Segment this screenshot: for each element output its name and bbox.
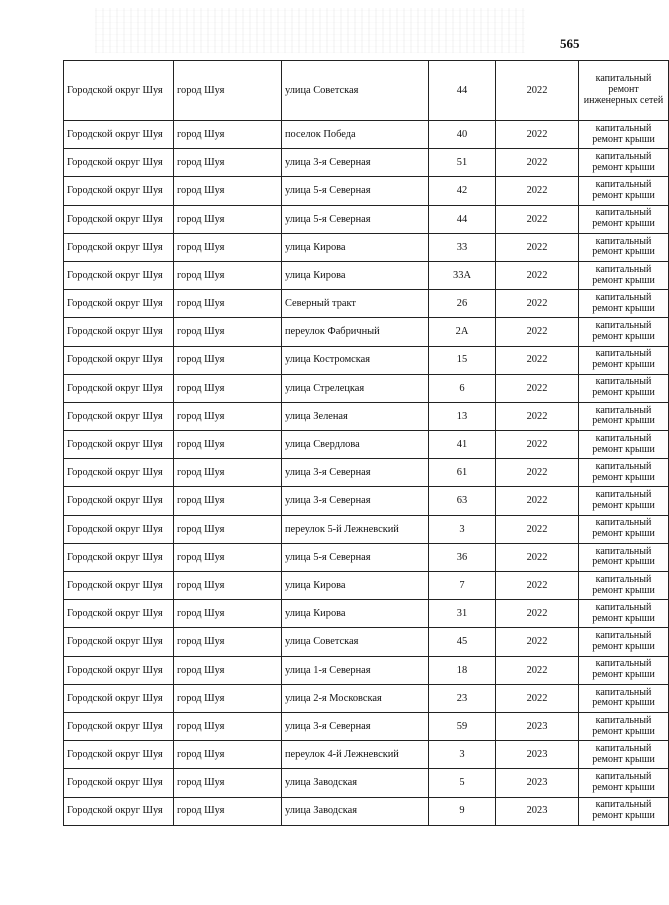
table-row bbox=[64, 459, 669, 487]
cell-year: 2022 bbox=[496, 515, 579, 543]
cell-district: Городской округ Шуя bbox=[64, 290, 174, 318]
cell-year: 2022 bbox=[496, 684, 579, 712]
cell-house-number: 61 bbox=[429, 459, 496, 487]
cell-city: город Шуя bbox=[174, 769, 282, 797]
table-row bbox=[64, 600, 669, 628]
table-row bbox=[64, 261, 669, 289]
cell-city: город Шуя bbox=[174, 177, 282, 205]
cell-district: Городской округ Шуя bbox=[64, 402, 174, 430]
cell-street: улица Костромская bbox=[282, 346, 429, 374]
cell-year: 2022 bbox=[496, 628, 579, 656]
cell-street: улица 2-я Московская bbox=[282, 684, 429, 712]
cell-city: город Шуя bbox=[174, 656, 282, 684]
cell-year: 2023 bbox=[496, 797, 579, 825]
table-row bbox=[64, 431, 669, 459]
cell-work-type: капитальный ремонт крыши bbox=[579, 515, 669, 543]
cell-work-type: капитальный ремонт крыши bbox=[579, 261, 669, 289]
cell-street: улица 3-я Северная bbox=[282, 149, 429, 177]
cell-house-number: 3 bbox=[429, 515, 496, 543]
cell-district: Городской округ Шуя bbox=[64, 684, 174, 712]
cell-year: 2023 bbox=[496, 741, 579, 769]
cell-year: 2022 bbox=[496, 233, 579, 261]
table-row bbox=[64, 374, 669, 402]
cell-street: улица Кирова bbox=[282, 572, 429, 600]
cell-work-type: капитальный ремонт крыши bbox=[579, 346, 669, 374]
cell-year: 2022 bbox=[496, 402, 579, 430]
table-row bbox=[64, 177, 669, 205]
cell-year: 2022 bbox=[496, 205, 579, 233]
cell-year: 2022 bbox=[496, 431, 579, 459]
cell-year: 2022 bbox=[496, 656, 579, 684]
table-row bbox=[64, 346, 669, 374]
scan-artifact bbox=[95, 8, 525, 53]
cell-house-number: 42 bbox=[429, 177, 496, 205]
table-row bbox=[64, 656, 669, 684]
cell-district: Городской округ Шуя bbox=[64, 261, 174, 289]
cell-district: Городской округ Шуя bbox=[64, 515, 174, 543]
cell-city: город Шуя bbox=[174, 712, 282, 740]
cell-district: Городской округ Шуя bbox=[64, 431, 174, 459]
cell-district: Городской округ Шуя bbox=[64, 177, 174, 205]
cell-house-number: 5 bbox=[429, 769, 496, 797]
table-row bbox=[64, 543, 669, 571]
cell-year: 2022 bbox=[496, 600, 579, 628]
cell-year: 2022 bbox=[496, 459, 579, 487]
table-row bbox=[64, 205, 669, 233]
cell-street: Северный тракт bbox=[282, 290, 429, 318]
cell-year: 2022 bbox=[496, 61, 579, 121]
cell-house-number: 44 bbox=[429, 205, 496, 233]
cell-work-type: капитальный ремонт крыши bbox=[579, 149, 669, 177]
cell-city: город Шуя bbox=[174, 515, 282, 543]
repair-registry-table bbox=[63, 60, 669, 826]
cell-street: улица 5-я Северная bbox=[282, 543, 429, 571]
cell-house-number: 40 bbox=[429, 121, 496, 149]
cell-district: Городской округ Шуя bbox=[64, 600, 174, 628]
cell-year: 2022 bbox=[496, 149, 579, 177]
cell-year: 2022 bbox=[496, 290, 579, 318]
cell-district: Городской округ Шуя bbox=[64, 656, 174, 684]
cell-year: 2022 bbox=[496, 261, 579, 289]
cell-house-number: 2А bbox=[429, 318, 496, 346]
cell-street: улица Кирова bbox=[282, 600, 429, 628]
cell-work-type: капитальный ремонт крыши bbox=[579, 600, 669, 628]
cell-city: город Шуя bbox=[174, 741, 282, 769]
cell-work-type: капитальный ремонт крыши bbox=[579, 487, 669, 515]
table-row bbox=[64, 487, 669, 515]
cell-district: Городской округ Шуя bbox=[64, 205, 174, 233]
cell-city: город Шуя bbox=[174, 149, 282, 177]
cell-district: Городской округ Шуя bbox=[64, 572, 174, 600]
cell-work-type: капитальный ремонт крыши bbox=[579, 741, 669, 769]
cell-house-number: 31 bbox=[429, 600, 496, 628]
cell-district: Городской округ Шуя bbox=[64, 374, 174, 402]
cell-year: 2022 bbox=[496, 543, 579, 571]
cell-street: улица 1-я Северная bbox=[282, 656, 429, 684]
cell-city: город Шуя bbox=[174, 487, 282, 515]
cell-district: Городской округ Шуя bbox=[64, 149, 174, 177]
cell-work-type: капитальный ремонт крыши bbox=[579, 205, 669, 233]
cell-city: город Шуя bbox=[174, 797, 282, 825]
table-row bbox=[64, 318, 669, 346]
cell-work-type: капитальный ремонт крыши bbox=[579, 177, 669, 205]
cell-year: 2023 bbox=[496, 712, 579, 740]
table-body bbox=[64, 61, 669, 826]
cell-city: город Шуя bbox=[174, 374, 282, 402]
cell-street: улица 3-я Северная bbox=[282, 459, 429, 487]
table-row bbox=[64, 769, 669, 797]
cell-street: улица 5-я Северная bbox=[282, 177, 429, 205]
cell-house-number: 9 bbox=[429, 797, 496, 825]
cell-street: улица Советская bbox=[282, 61, 429, 121]
table-row bbox=[64, 233, 669, 261]
cell-street: улица Кирова bbox=[282, 233, 429, 261]
cell-house-number: 45 bbox=[429, 628, 496, 656]
cell-work-type: капитальный ремонт инженерных сетей bbox=[579, 61, 669, 121]
cell-street: переулок 4-й Лежневский bbox=[282, 741, 429, 769]
cell-city: город Шуя bbox=[174, 600, 282, 628]
cell-district: Городской округ Шуя bbox=[64, 61, 174, 121]
cell-work-type: капитальный ремонт крыши bbox=[579, 290, 669, 318]
cell-street: поселок Победа bbox=[282, 121, 429, 149]
cell-city: город Шуя bbox=[174, 205, 282, 233]
cell-house-number: 33А bbox=[429, 261, 496, 289]
cell-city: город Шуя bbox=[174, 290, 282, 318]
cell-house-number: 59 bbox=[429, 712, 496, 740]
cell-work-type: капитальный ремонт крыши bbox=[579, 712, 669, 740]
cell-city: город Шуя bbox=[174, 402, 282, 430]
cell-house-number: 63 bbox=[429, 487, 496, 515]
cell-house-number: 51 bbox=[429, 149, 496, 177]
cell-work-type: капитальный ремонт крыши bbox=[579, 121, 669, 149]
cell-district: Городской округ Шуя bbox=[64, 346, 174, 374]
cell-city: город Шуя bbox=[174, 543, 282, 571]
cell-house-number: 13 bbox=[429, 402, 496, 430]
cell-street: улица 3-я Северная bbox=[282, 712, 429, 740]
cell-district: Городской округ Шуя bbox=[64, 628, 174, 656]
cell-house-number: 36 bbox=[429, 543, 496, 571]
cell-year: 2023 bbox=[496, 769, 579, 797]
cell-work-type: капитальный ремонт крыши bbox=[579, 656, 669, 684]
cell-work-type: капитальный ремонт крыши bbox=[579, 572, 669, 600]
cell-year: 2022 bbox=[496, 318, 579, 346]
cell-district: Городской округ Шуя bbox=[64, 797, 174, 825]
cell-work-type: капитальный ремонт крыши bbox=[579, 431, 669, 459]
cell-street: улица Заводская bbox=[282, 797, 429, 825]
cell-street: улица 3-я Северная bbox=[282, 487, 429, 515]
cell-house-number: 26 bbox=[429, 290, 496, 318]
cell-year: 2022 bbox=[496, 572, 579, 600]
cell-district: Городской округ Шуя bbox=[64, 487, 174, 515]
cell-city: город Шуя bbox=[174, 261, 282, 289]
cell-city: город Шуя bbox=[174, 121, 282, 149]
cell-street: переулок Фабричный bbox=[282, 318, 429, 346]
table-row bbox=[64, 797, 669, 825]
cell-work-type: капитальный ремонт крыши bbox=[579, 543, 669, 571]
cell-year: 2022 bbox=[496, 487, 579, 515]
table-row bbox=[64, 684, 669, 712]
cell-district: Городской округ Шуя bbox=[64, 459, 174, 487]
cell-year: 2022 bbox=[496, 121, 579, 149]
cell-work-type: капитальный ремонт крыши bbox=[579, 374, 669, 402]
cell-district: Городской округ Шуя bbox=[64, 769, 174, 797]
page-number: 565 bbox=[560, 36, 580, 51]
cell-district: Городской округ Шуя bbox=[64, 121, 174, 149]
table-row bbox=[64, 290, 669, 318]
cell-work-type: капитальный ремонт крыши bbox=[579, 402, 669, 430]
cell-work-type: капитальный ремонт крыши bbox=[579, 318, 669, 346]
cell-house-number: 18 bbox=[429, 656, 496, 684]
table-row bbox=[64, 149, 669, 177]
table-row bbox=[64, 712, 669, 740]
cell-city: город Шуя bbox=[174, 684, 282, 712]
cell-street: улица Свердлова bbox=[282, 431, 429, 459]
table-row bbox=[64, 741, 669, 769]
cell-city: город Шуя bbox=[174, 459, 282, 487]
cell-work-type: капитальный ремонт крыши bbox=[579, 459, 669, 487]
cell-street: улица Заводская bbox=[282, 769, 429, 797]
cell-street: улица Стрелецкая bbox=[282, 374, 429, 402]
table-row bbox=[64, 515, 669, 543]
cell-house-number: 41 bbox=[429, 431, 496, 459]
cell-house-number: 44 bbox=[429, 61, 496, 121]
cell-city: город Шуя bbox=[174, 346, 282, 374]
cell-year: 2022 bbox=[496, 374, 579, 402]
cell-street: улица Советская bbox=[282, 628, 429, 656]
cell-house-number: 23 bbox=[429, 684, 496, 712]
cell-district: Городской округ Шуя bbox=[64, 712, 174, 740]
cell-house-number: 3 bbox=[429, 741, 496, 769]
cell-street: улица Кирова bbox=[282, 261, 429, 289]
cell-city: город Шуя bbox=[174, 572, 282, 600]
table-row bbox=[64, 61, 669, 121]
cell-work-type: капитальный ремонт крыши bbox=[579, 233, 669, 261]
table-row bbox=[64, 572, 669, 600]
table-row bbox=[64, 402, 669, 430]
cell-city: город Шуя bbox=[174, 318, 282, 346]
cell-work-type: капитальный ремонт крыши bbox=[579, 797, 669, 825]
cell-district: Городской округ Шуя bbox=[64, 741, 174, 769]
cell-street: переулок 5-й Лежневский bbox=[282, 515, 429, 543]
cell-city: город Шуя bbox=[174, 233, 282, 261]
cell-district: Городской округ Шуя bbox=[64, 233, 174, 261]
cell-work-type: капитальный ремонт крыши bbox=[579, 628, 669, 656]
cell-house-number: 7 bbox=[429, 572, 496, 600]
cell-house-number: 6 bbox=[429, 374, 496, 402]
cell-street: улица Зеленая bbox=[282, 402, 429, 430]
cell-district: Городской округ Шуя bbox=[64, 318, 174, 346]
cell-house-number: 15 bbox=[429, 346, 496, 374]
cell-street: улица 5-я Северная bbox=[282, 205, 429, 233]
cell-city: город Шуя bbox=[174, 431, 282, 459]
table-row bbox=[64, 628, 669, 656]
cell-year: 2022 bbox=[496, 177, 579, 205]
cell-city: город Шуя bbox=[174, 61, 282, 121]
cell-district: Городской округ Шуя bbox=[64, 543, 174, 571]
cell-work-type: капитальный ремонт крыши bbox=[579, 769, 669, 797]
cell-work-type: капитальный ремонт крыши bbox=[579, 684, 669, 712]
cell-year: 2022 bbox=[496, 346, 579, 374]
table-row bbox=[64, 121, 669, 149]
cell-house-number: 33 bbox=[429, 233, 496, 261]
cell-city: город Шуя bbox=[174, 628, 282, 656]
